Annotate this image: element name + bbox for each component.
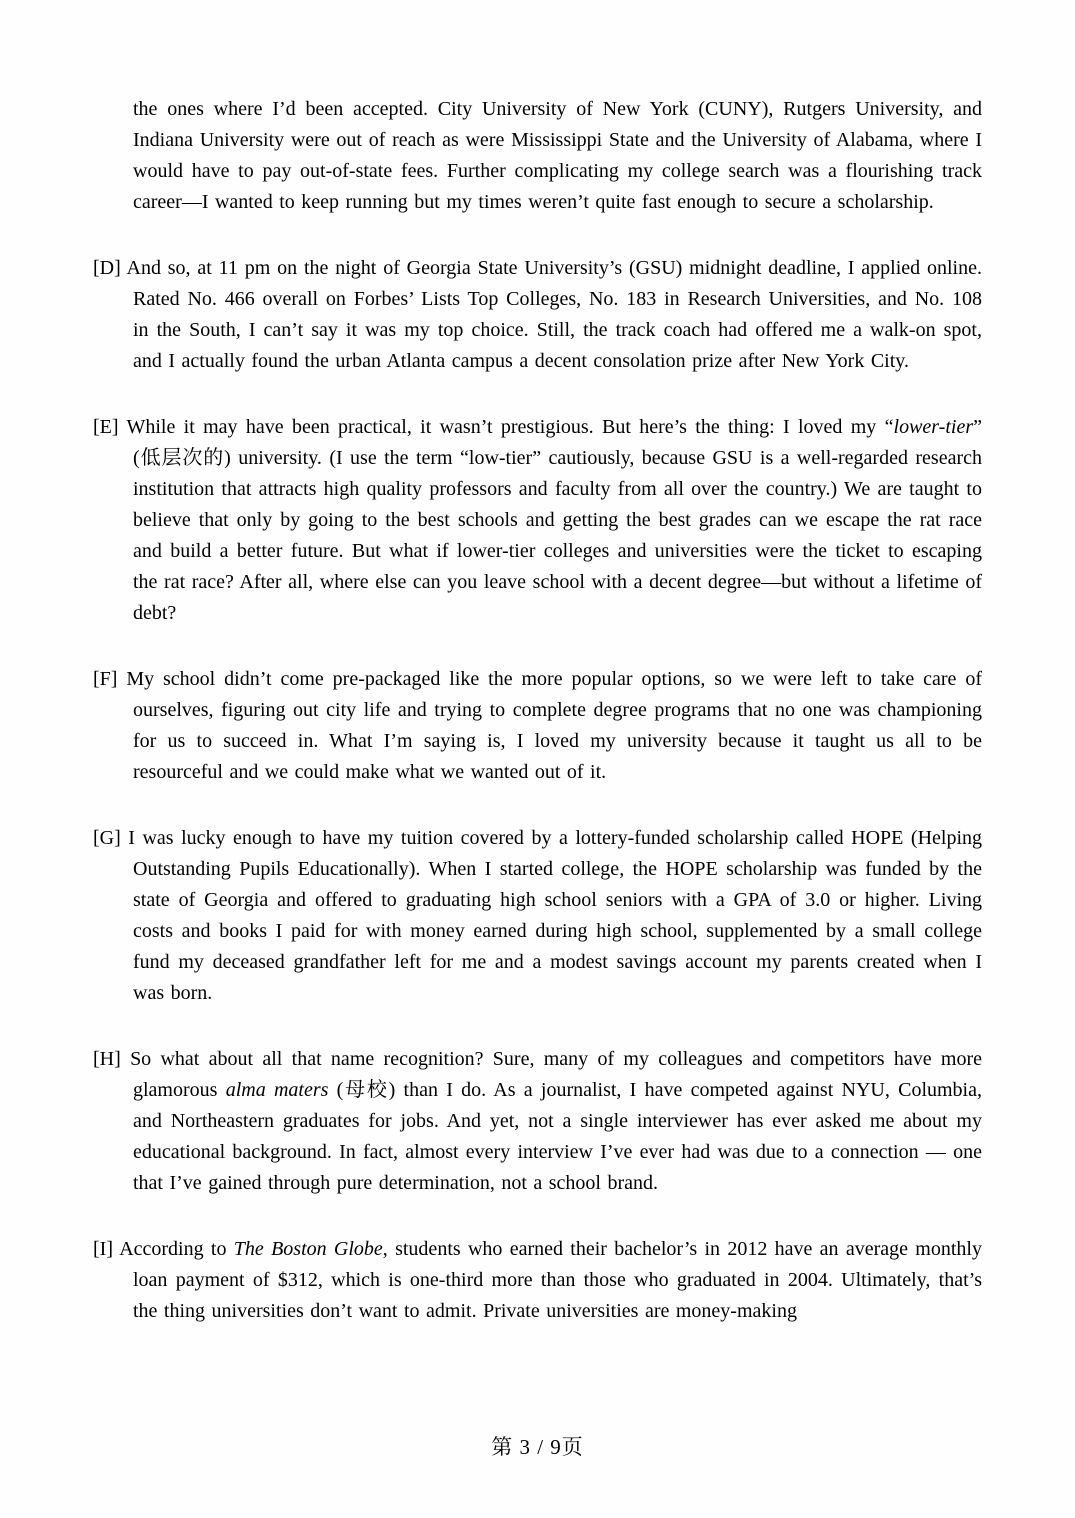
page-number: 第 3 / 9页 (491, 1435, 584, 1459)
passage-paragraph (93, 1234, 982, 1327)
text-run: , students who earned their bachelor’s in 2012 have an average monthly loan payment of $312, which is one-third more than those who graduated in 2004. Ultimately, that’s the thing universities don’t want to admit. Private universities are money-making (133, 1238, 982, 1322)
passage-paragraph (93, 253, 982, 377)
text-run: (母校) than I do. As a journalist, I have competed against NYU, Columbia, and Northeastern graduates for jobs. And yet, not a single interviewer has ever asked me about my educational background. In fact, almost every interview I’ve ever had was due to a connection — one that I’ve gained through pure determination, not a school brand. (133, 1079, 982, 1194)
paragraph-label: [D] (93, 257, 127, 279)
italic-text-run: alma maters (225, 1079, 329, 1101)
text-run: And so, at 11 pm on the night of Georgia State University’s (GSU) midnight deadline, I applied online. Rated No. 466 overall on Forbes’ Lists Top Colleges, No. 183 in Research Universities, and No. 108 in the South, I can’t say it was my top choice. Still, the track coach had offered me a walk-on spot, and I actually found the urban Atlanta campus a decent consolation prize after New York City. (126, 257, 982, 372)
text-run: ” (低层次的) university. (I use the term “low-tier” cautiously, because GSU is a well-regarded research institution that attracts high quality professors and faculty from all over the country.) We are taught to believe that only by going to the best schools and getting the best grades can we escape the rat race and build a better future. But what if lower-tier colleges and universities were the ticket to escaping the rat race? After all, where else can you leave school with a decent degree—but without a lifetime of debt? (133, 416, 982, 624)
passage-paragraph (93, 94, 982, 218)
passage-body (93, 94, 982, 1362)
passage-paragraph (93, 823, 982, 1009)
text-run: My school didn’t come pre-packaged like the more popular options, so we were left to take care of ourselves, figuring out city life and trying to complete degree programs that no one was championing for us to succeed in. What I’m saying is, I loved my university because it taught us all to be resourceful and we could make what we wanted out of it. (126, 668, 982, 783)
paragraph-label: [E] (93, 416, 127, 438)
passage-paragraph (93, 664, 982, 788)
paragraph-label: [H] (93, 1048, 131, 1070)
passage-paragraph (93, 1044, 982, 1199)
italic-text-run: The Boston Globe (233, 1238, 383, 1260)
text-run: While it may have been practical, it wasn’t prestigious. But here’s the thing: I loved my “ (126, 416, 894, 438)
text-run: I was lucky enough to have my tuition covered by a lottery-funded scholarship called HOPE (Helping Outstanding Pupils Educationally). When I started college, the HOPE scholarship was funded by the state of Georgia and offered to graduating high school seniors with a GPA of 3.0 or higher. Living costs and books I paid for with money earned during high school, supplemented by a small college fund my deceased grandfather left for me and a modest savings account my parents created when I was born. (128, 827, 983, 1004)
italic-text-run: lower-tier (893, 416, 974, 438)
passage-paragraph (93, 412, 982, 629)
text-run: So what about all that name recognition? Sure, many of my colleagues and competitors have more glamorous (130, 1048, 982, 1101)
text-run: According to (119, 1238, 234, 1260)
paragraph-label: [I] (93, 1238, 120, 1260)
paragraph-label: [F] (93, 668, 127, 690)
paragraph-label: [G] (93, 827, 129, 849)
text-run: the ones where I’d been accepted. City University of New York (CUNY), Rutgers University, and Indiana University were out of reach as were Mississippi State and the University of Alabama, where I would have to pay out-of-state fees. Further complicating my college search was a flourishing track career—I wanted to keep running but my times weren’t quite fast enough to secure a scholarship. (133, 98, 982, 213)
